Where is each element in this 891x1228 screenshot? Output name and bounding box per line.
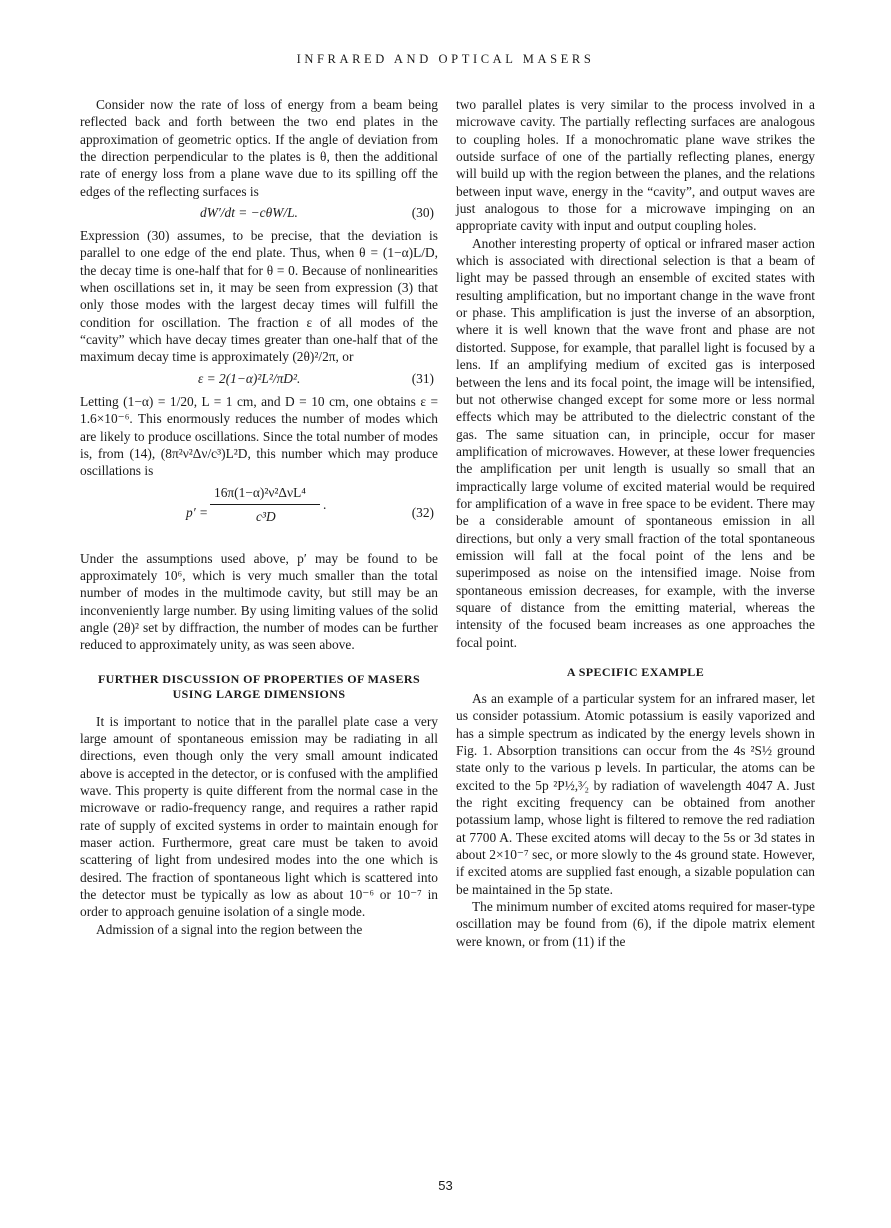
equation-expression: ε = 2(1−α)²L²/πD².: [198, 370, 301, 386]
paragraph: It is important to notice that in the parallel plate case a very large amount of spontaneous emission may be radiating in all directions, even though only the very small amount indicated above is accepted in the detector, or is confused with the amplified wave. This property is quite different from the normal case in the microwave or radio-frequency range, and requires a rather rapid rate of supply of excited systems in order to maintain enough for maser action. Furthermore, great care must be taken to avoid scattering of light from undesired modes into the one which is desired. The fraction of spontaneous light which is scattered into the detector must be typically as low as about 10⁻⁶ or 10⁻⁷ in order to approach genuine isolation of a single mode.: [80, 713, 438, 920]
equation-number: (31): [411, 370, 434, 386]
section-heading: FURTHER DISCUSSION OF PROPERTIES OF MASERS USING LARGE DIMENSIONS: [97, 671, 421, 701]
page-number: 53: [438, 1178, 453, 1193]
paragraph: Admission of a signal into the region between the: [96, 921, 363, 937]
equation-number: (32): [411, 504, 434, 520]
equation-31: [80, 369, 438, 389]
paragraph: Expression (30) assumes, to be precise, that the deviation is parallel to one edge of the end plate. Thus, when θ = (1−α)L/D, the decay time is one-half that for θ = 0. Because of nonlinearities when oscillations set in, it may be seen from expression (3) that only those modes with the largest decay times will fulfill the condition for oscillation. The fraction ε of all modes of the “cavity” which have decay times greater than one-half that of the maximum decay time is approximately (2θ)²/2π, or: [80, 228, 438, 365]
paragraph: Letting (1−α) = 1/20, L = 1 cm, and D = 10 cm, one obtains ε = 1.6×10⁻⁶. This enormously reduces the number of modes which are likely to produce oscillations. Since the total number of modes is, from (14), (8π²ν²Δν/c³)L²D, this number which may produce oscillations is: [80, 393, 438, 479]
equation-lhs: p′ =: [186, 504, 209, 520]
equation-30: [80, 203, 438, 223]
fraction-bar: [210, 504, 320, 505]
equation-32: [80, 484, 438, 542]
paragraph: Consider now the rate of loss of energy from a beam being reflected back and forth between the two end plates in the approximation of geometric optics. If the angle of deviation from the direction perpendicular to the plates is θ, then the additional rate of energy loss from a plane wave due to its spilling off the edges of the reflecting surfaces is: [80, 97, 438, 199]
equation-denominator: c³D: [256, 508, 276, 524]
equation-period: .: [323, 496, 327, 512]
paragraph: Under the assumptions used above, p′ may be found to be approximately 10⁶, which is very much smaller than the total number of modes in the multimode cavity, but still may be an inconveniently large number. By using limiting values of the solid angle (2θ)² set by diffraction, the number of modes can be further reduced to approximately unity, as was seen above.: [80, 550, 438, 653]
paragraph: As an example of a particular system for an infrared maser, let us consider potassium. Atomic potassium is easily vaporized and has a simple spectrum as indicated by the energy levels shown in Fig. 1. Absorption transitions can occur from the 4s ²S½ ground state only to the various p levels. In particular, the atoms can be excited to the 5p ²P½,³⁄₂ by radiation of wavelength 4047 A. Just the right exciting frequency can be obtained from another potassium lamp, whose light is filtered to remove the red radiation at 7700 A. These excited atoms will decay to the 5s or 3d states in about 2×10⁻⁷ sec, or more slowly to the 4s ground state. However, if excited atoms are supplied fast enough, a sizable population can be maintained in the 5p state.: [456, 691, 815, 897]
paragraph: The minimum number of excited atoms required for maser-type oscillation may be found from (6), if the dipole matrix element were known, or from (11) if the: [456, 899, 815, 949]
left-column: [80, 96, 438, 938]
equation-expression: dW′/dt = −cθW/L.: [200, 205, 298, 221]
right-column: [456, 96, 815, 950]
paragraph: two parallel plates is very similar to the process involved in a microwave cavity. The partially reflecting surfaces are analogous to coupling holes. If a monochromatic plane wave strikes the outside surface of one of the partially reflecting planes, energy will build up with the region between the planes, and the relations between input wave, energy in the “cavity”, and output waves are just analogous to those for a microwave impinging on an appropriate cavity with input and output coupling holes.: [456, 97, 815, 234]
paragraph: Another interesting property of optical or infrared maser action which is associated with directional selection is that a beam of light may be passed through an ensemble of excited states with resulting amplification, but no important change in the wave front or phase. This amplification is just the inverse of an absorption, where it is well known that the wave front and phase are not distorted. Suppose, for example, that parallel light is focused by a lens. If an amplifying medium of excited gas is interposed between the lens and its focal point, the image will be intensified, but not otherwise changed except for some more or less normal effects which may be attributed to the dielectric constant of the gas. The same situation can, in principle, occur for maser amplification of microwaves. However, at these lower frequencies the amplification per unit length is usually so small that an impractically large volume of excited material would be required for amplification of a wave in free space to be evident. There may be a considerable amount of spontaneous emission in all directions, but only a very small fraction of the total spontaneous emission will fall at the focal point of the lens and be superimposed as noise on the intensified image. Noise from spontaneous emission decreases, for example, with the inverse square of distance from the emitting material, whereas the intensity of the focused beam increases as one approaches the focal point.: [456, 235, 815, 650]
equation-number: (30): [411, 205, 434, 221]
running-title: INFRARED AND OPTICAL MASERS: [296, 52, 595, 66]
equation-numerator: 16π(1−α)²ν²ΔνL⁴: [214, 484, 306, 500]
section-heading: A SPECIFIC EXAMPLE: [566, 665, 705, 679]
